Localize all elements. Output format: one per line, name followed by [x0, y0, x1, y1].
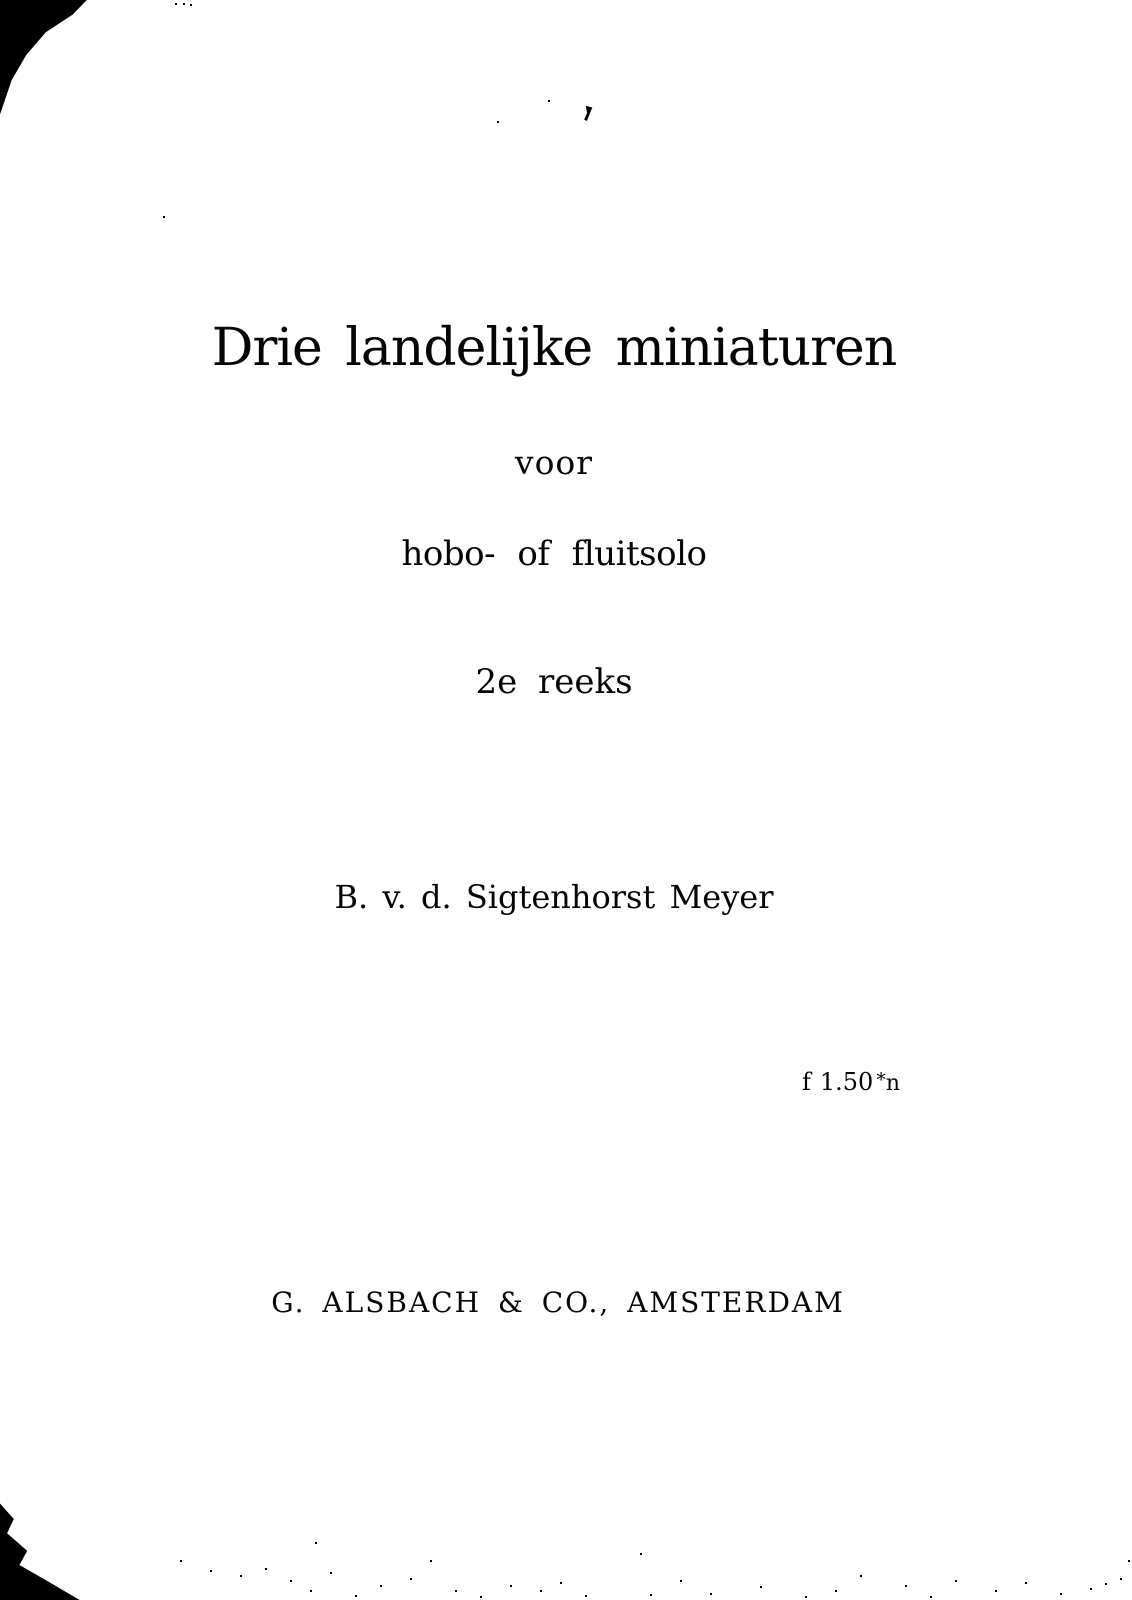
scan-speckles-bottom-edge [0, 0, 2, 2]
price-currency: f [802, 1068, 811, 1096]
price [802, 1070, 900, 1095]
series-label: 2e reeks [475, 662, 633, 702]
instrumentation-line: hobo- of fluitsolo [401, 534, 707, 574]
scan-ink-mark [582, 106, 592, 122]
composer-name: B. v. d. Sigtenhorst Meyer [334, 878, 774, 916]
price-amount: 1.50 [819, 1068, 874, 1096]
for-label: voor [514, 443, 594, 482]
price-note-suffix: n [885, 1071, 900, 1096]
scan-smudge-bottom-left [0, 1486, 109, 1600]
price-note-mark: * [876, 1069, 886, 1091]
work-title: Drie landelijke miniaturen [211, 318, 897, 378]
scan-smudge-top-left [0, 0, 119, 123]
publisher-imprint: G. ALSBACH & CO., AMSTERDAM [271, 1286, 845, 1319]
